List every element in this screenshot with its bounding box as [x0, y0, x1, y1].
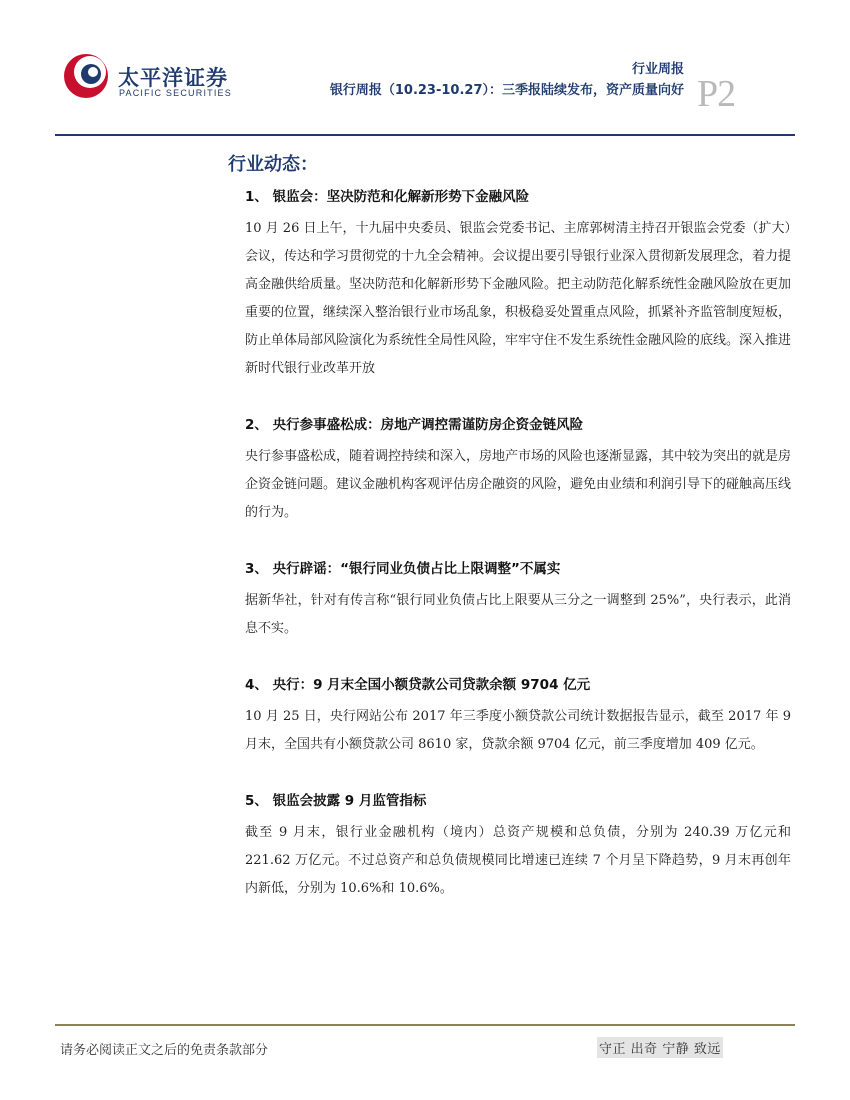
section-title: 行业动态： — [228, 154, 318, 175]
report-type-label: 行业周报 — [631, 62, 684, 77]
footer-divider — [55, 1024, 795, 1026]
news-heading: 2、 央行参事盛松成：房地产调控需谨防房企资金链风险 — [245, 417, 584, 433]
news-body: 10 月 26 日上午，十九届中央委员、银监会党委书记、主席郭树清主持召开银监会党委（扩大）会议，传达和学习贯彻党的十九全会精神。会议提出要引导银行业深入贯彻新发展理念，着力提高金融供给质量。坚决防范和化解新形势下金融风险。把主动防范化解系统性金融风险放在更加重要的位置，继续深入整治银行业市场乱象，积极稳妥处置重点风险，抓紧补齐监管制度短板，防止单体局部风险演化为系统性全局性风险，牢牢守住不发生系统性金融风险的底线。深入推进新时代银行业改革开放 — [245, 221, 792, 376]
news-heading: 3、 央行辟谣：“银行同业负债占比上限调整”不属实 — [245, 561, 561, 577]
report-title: 银行周报（10.23-10.27）：三季报陆续发布，资产质量向好 — [329, 83, 684, 98]
news-list — [245, 185, 791, 933]
page-number: P2 — [697, 73, 736, 115]
news-heading: 5、 银监会披露 9 月监管指标 — [245, 793, 427, 809]
news-item — [245, 413, 791, 527]
pacific-securities-logo-icon — [60, 48, 112, 100]
news-heading: 4、 央行：9 月末全国小额贷款公司贷款余额 9704 亿元 — [245, 677, 591, 693]
news-item — [245, 185, 791, 383]
brand-name-en: PACIFIC SECURITIES — [119, 88, 232, 98]
news-body: 10 月 25 日，央行网站公布 2017 年三季度小额贷款公司统计数据报告显示，截至 2017 年 9 月末，全国共有小额贷款公司 8610 家，贷款余额 9704 亿元，前三季度增加 409 亿元。 — [245, 709, 791, 752]
brand-name-cn: 太平洋证券 — [118, 66, 228, 90]
news-body: 央行参事盛松成，随着调控持续和深入，房地产市场的风险也逐渐显露，其中较为突出的就是房企资金链问题。建议金融机构客观评估房企融资的风险，避免由业绩和利润引导下的碰触高压线的行为。 — [245, 449, 792, 520]
disclaimer-note: 请务必阅读正文之后的免责条款部分 — [60, 1043, 269, 1058]
news-item — [245, 673, 791, 759]
header-divider — [55, 134, 795, 136]
news-heading: 1、 银监会：坚决防范和化解新形势下金融风险 — [245, 189, 530, 205]
company-motto: 守正 出奇 宁静 致远 — [597, 1037, 723, 1058]
news-body: 据新华社，针对有传言称“银行同业负债占比上限要从三分之一调整到 25%”，央行表示，此消息不实。 — [245, 593, 791, 636]
news-body: 截至 9 月末，银行业金融机构（境内）总资产规模和总负债，分别为 240.39 万亿元和 221.62 万亿元。不过总资产和总负债规模同比增速已连续 7 个月呈下降趋势，9 月末再创年内新低，分别为 10.6%和 10.6%。 — [245, 825, 791, 896]
news-item — [245, 789, 791, 903]
news-item — [245, 557, 791, 643]
